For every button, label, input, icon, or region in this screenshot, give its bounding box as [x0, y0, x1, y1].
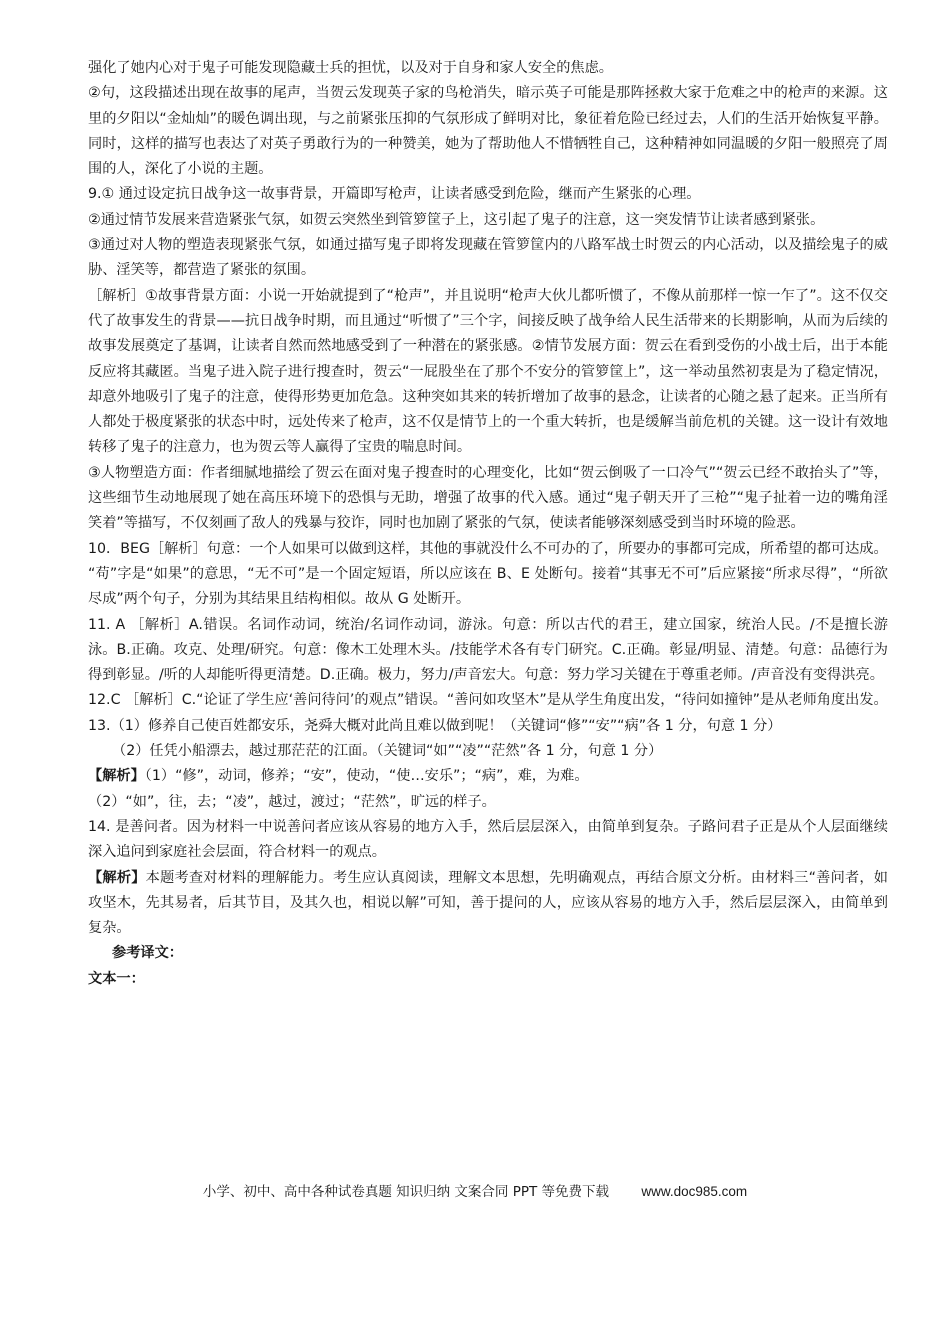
analysis-9-point-3: ③人物塑造方面：作者细腻地描绘了贺云在面对鬼子搜查时的心理变化，比如“贺云倒吸了一口冷气”“贺云已经不敢抬头了”等，这些细节生动地展现了她在高压环境下的恐惧与无助，增强了故事的代入感。通过“鬼子朝天开了三枪”“鬼子扯着一边的嘴角淫笑着”等描写，不仅刻画了敌人的残暴与狡诈，同时也加剧了紧张的气氛，使读者能够深刻感受到当时环境的险恶。	[88, 464, 888, 532]
answer-9-point-1: 9.① 通过设定抗日战争这一故事背景，开篇即写枪声，让读者感受到危险，继而产生紧张的心理。	[88, 186, 701, 203]
paragraph-2: ②句，这段描述出现在故事的尾声，当贺云发现英子家的鸟枪消失，暗示英子可能是那阵拯救大家于危难之中的枪声的来源。这里的夕阳以“金灿灿”的暖色调出现，与之前紧张压抑的气氛形成了鲜明对比，象征着危险已经过去，人们的生活开始恢复平静。同时，这样的描写也表达了对英子勇敢行为的一种赞美，她为了帮助他人不惜牺牲自己，这种精神如同温暖的夕阳一般照亮了周围的人，深化了小说的主题。	[88, 85, 888, 178]
answer-11: 11. A ［解析］A.错误。名词作动词，统治/名词作动词，游泳。句意：所以古代的君王，建立国家，统治人民。/不是擅长游泳。B.正确。攻克、处理/研究。句意：像木工处理木头。/技能学术各有专门研究。C.正确。彰显/明显、清楚。句意：品德行为得到彰显。/听的人却能听得更清楚。D.正确。极力，努力/声音宏大。句意：努力学习关键在于尊重老师。/声音没有变得洪亮。	[88, 616, 888, 684]
reference-translation-heading: 参考译文：	[112, 945, 183, 962]
answer-13-part-1: 13.（1）修养自己使百姓都安乐，尧舜大概对此尚且难以做到呢！（关键词“修”“安”“病”各 1 分，句意 1 分）	[88, 717, 782, 734]
paragraph-1: 强化了她内心对于鬼子可能发现隐藏士兵的担忧，以及对于自身和家人安全的焦虑。	[88, 60, 613, 76]
answer-14: 14. 是善问者。因为材料一中说善问者应该从容易的地方入手，然后层层深入，由简单到复杂。子路问君子正是从个人层面继续深入追问到家庭社会层面，符合材料一的观点。	[88, 818, 888, 861]
page-footer	[0, 1180, 950, 1200]
analysis-13-part-2: （2）“如”，往，去；“凌”，越过，渡过；“茫然”，旷远的样子。	[88, 793, 496, 810]
answer-9-point-2: ②通过情节发展来营造紧张气氛，如贺云突然坐到管箩筐子上，这引起了鬼子的注意，这一突发情节让读者感到紧张。	[88, 211, 825, 228]
answer-12: 12.C ［解析］C.“论证了学生应‘善问待问’的观点”错误。“善问如攻坚木”是从学生角度出发，“待问如撞钟”是从老师角度出发。	[88, 692, 888, 709]
footer-text: 小学、初中、高中各种试卷真题 知识归纳 文案合同 PPT 等免费下载	[202, 1184, 610, 1200]
analysis-14-text: 本题考查对材料的理解能力。考生应认真阅读，理解文本思想，先明确观点，再结合原文分析。由材料三“善问者，如攻坚木，先其易者，后其节目，及其久也，相说以解”可知，善于提问的人，应该从容易的地方入手，然后层层深入，由简单到复杂。	[88, 869, 888, 937]
analysis-label: 【解析】	[88, 869, 146, 886]
answer-13-part-2: （2）任凭小船漂去，越过那茫茫的江面。（关键词“如”“凌”“茫然”各 1 分，句意 1 分）	[112, 743, 663, 760]
analysis-10: “苟”字是“如果”的意思，“无不可”是一个固定短语，所以应该在 B、E 处断句。接着“其事无不可”后应紧接“所求尽得”，“所欲尽成”两个句子，分别为其结果且结构相似。故从 G 处断开。	[88, 565, 888, 608]
analysis-label: 【解析】	[88, 768, 145, 785]
answer-9-point-3: ③通过对人物的塑造表现紧张气氛，如通过描写鬼子即将发现藏在管箩筐内的八路军战士时贺云的内心活动，以及描绘鬼子的威胁、淫笑等，都营造了紧张的氛围。	[88, 237, 888, 279]
analysis-9: ［解析］①故事背景方面：小说一开始就提到了“枪声”，并且说明“枪声大伙儿都听惯了，不像从前那样一惊一乍了”。这不仅交代了故事发生的背景——抗日战争时期，而且通过“听惯了”三个字，间接反映了战争给人民生活带来的长期影响，从而为后续的故事发展奠定了基调，让读者自然而然地感受到了一种潜在的紧张感。②情节发展方面：贺云在看到受伤的小战士后，出于本能反应将其藏匿。当鬼子进入院子进行搜查时，贺云“一屁股坐在了那个不安分的管箩筐上”，这一举动虽然初衷是为了稳定情况，却意外地吸引了鬼子的注意，使得形势更加危急。这种突如其来的转折增加了故事的悬念，让读者的心随之悬了起来。正当所有人都处于极度紧张的状态中时，远处传来了枪声，这不仅是情节上的一个重大转折，也是缓解当前危机的关键。这一设计有效地转移了鬼子的注意力，也为贺云等人赢得了宝贵的喘息时间。	[88, 287, 888, 456]
analysis-13-part-1	[88, 764, 888, 789]
answer-10: 10．BEG［解析］句意：一个人如果可以做到这样，其他的事就没什么不可办的了，所要办的事都可完成，所希望的都可达成。	[88, 540, 888, 557]
footer-site-link[interactable]: www.doc985.com	[641, 1184, 748, 1199]
text-one-heading: 文本一：	[88, 970, 145, 987]
document-body	[88, 56, 888, 992]
analysis-13-part-1-text: （1）“修”，动词，修养；“安”，使动，“使…安乐”；“病”，难，为难。	[144, 768, 589, 785]
analysis-14	[88, 866, 888, 942]
